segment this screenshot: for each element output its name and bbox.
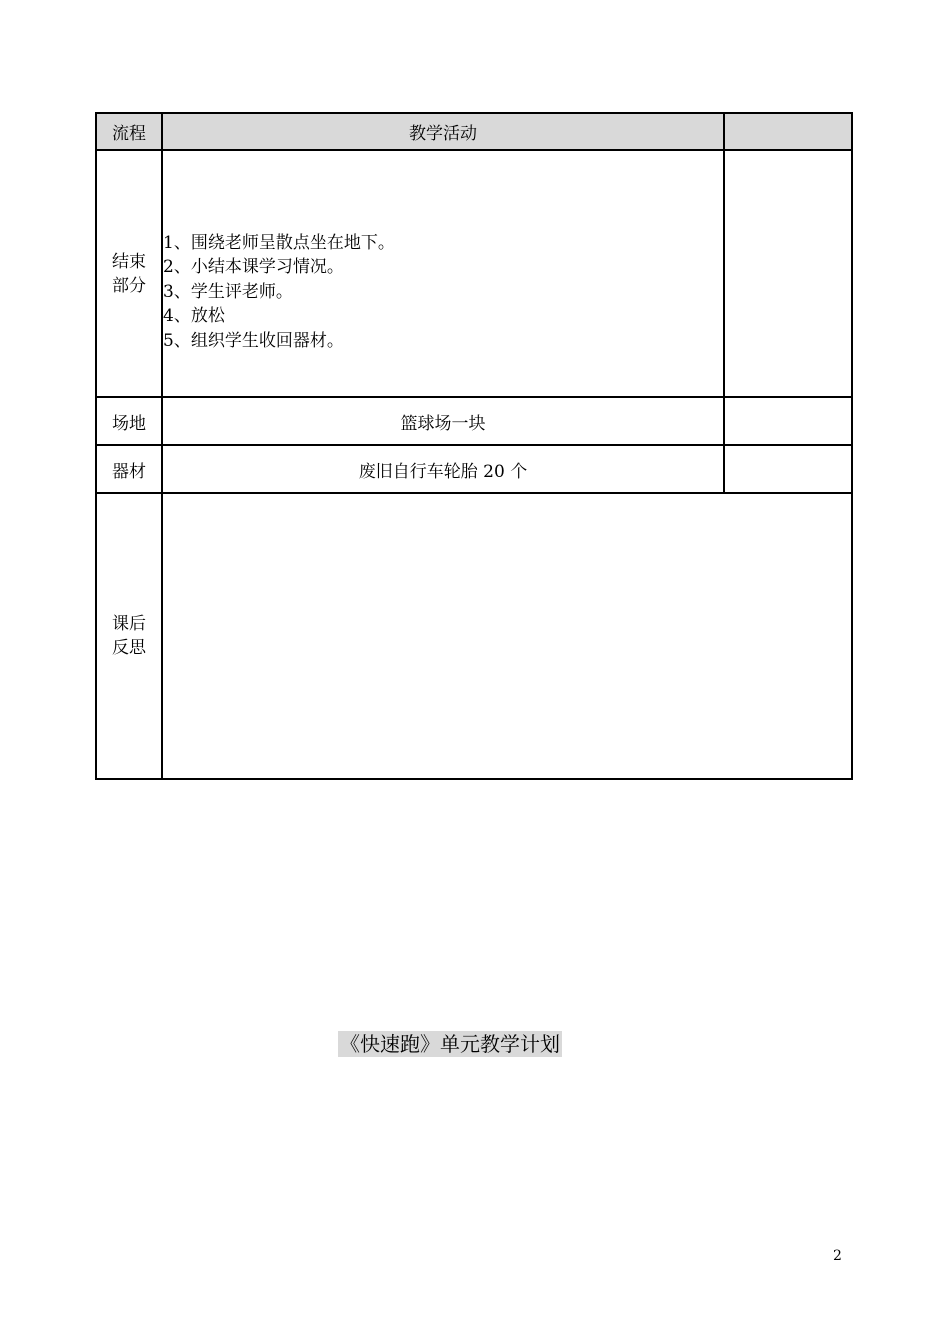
table-header-row — [96, 113, 852, 150]
reflection-label-line1: 课后 — [112, 614, 146, 634]
header-extra — [724, 113, 852, 150]
end-section-label — [96, 150, 162, 397]
end-label-line1: 结束 — [112, 251, 146, 272]
end-section-row — [96, 150, 852, 397]
unit-title: 《快速跑》单元教学计划 — [340, 1032, 560, 1056]
venue-extra — [724, 397, 852, 445]
equipment-row — [96, 445, 852, 493]
reflection-label-line2: 反思 — [112, 638, 146, 658]
activity-item: 2、小结本课学习情况。 — [163, 257, 344, 278]
header-activity: 教学活动 — [162, 113, 724, 150]
header-process: 流程 — [96, 113, 162, 150]
end-section-extra — [724, 150, 852, 397]
page-number: 2 — [833, 1248, 842, 1264]
equipment-label: 器材 — [96, 445, 162, 493]
equipment-value: 废旧自行车轮胎 20 个 — [162, 445, 724, 493]
reflection-value — [162, 493, 852, 779]
activity-item: 3、学生评老师。 — [163, 281, 293, 302]
activity-item: 1、围绕老师呈散点坐在地下。 — [163, 232, 395, 253]
lesson-plan-table — [95, 112, 853, 780]
end-label-line2: 部分 — [112, 275, 146, 296]
reflection-row — [96, 493, 852, 779]
venue-row — [96, 397, 852, 445]
venue-value: 篮球场一块 — [162, 397, 724, 445]
activity-item: 5、组织学生收回器材。 — [163, 330, 344, 351]
venue-label: 场地 — [96, 397, 162, 445]
reflection-label — [96, 493, 162, 779]
end-section-activities — [162, 150, 724, 397]
activity-item: 4、放松 — [163, 306, 225, 327]
equipment-extra — [724, 445, 852, 493]
